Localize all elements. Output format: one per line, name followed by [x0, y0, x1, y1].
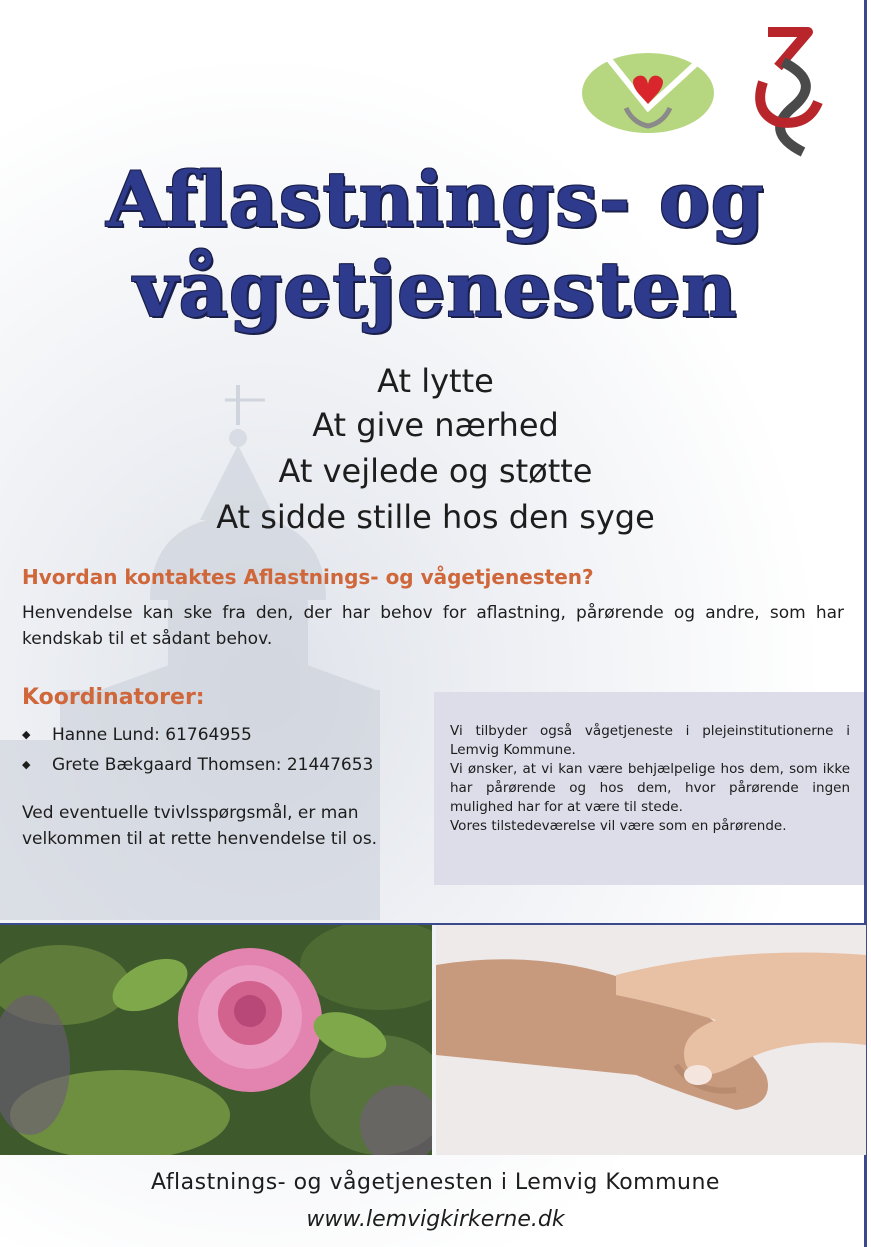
page-title-line-1: Aflastnings- og [106, 155, 765, 244]
contact-text: Henvendelse kan ske fra den, der har behov for aflastning, pårørende og andre, som har kendskab til et sådant behov. [22, 603, 844, 649]
tagline-item: At vejlede og støtte [278, 452, 593, 490]
tagline-item: At sidde stille hos den syge [216, 498, 655, 536]
diamond-bullet-icon: ◆ [22, 758, 31, 771]
contact-note: Ved eventuelle tvivlsspørgsmål, er man velkommen til at rette henvendelse til os. [22, 803, 378, 849]
list-item [22, 750, 373, 780]
footer-website-link[interactable]: www.lemvigkirkerne.dk [306, 1207, 565, 1232]
heart-hands-logo-icon [578, 38, 718, 138]
page-title-line-2: vågetjenesten [133, 245, 738, 334]
footer-organization: Aflastnings- og vågetjenesten i Lemvig Kommune [151, 1170, 720, 1195]
coordinator-entry: Hanne Lund: 61764955 [52, 725, 252, 745]
celtic-knot-logo-icon [748, 22, 830, 162]
hands-photo-image [436, 925, 866, 1155]
contact-heading: Hvordan kontaktes Aflastnings- og vågetjenesten? [22, 565, 594, 589]
tagline-item: At lytte [377, 362, 494, 400]
info-box [434, 692, 864, 885]
info-paragraph: Vi ønsker, at vi kan være behjælpelige hos dem, som ikke har pårørende og hos dem, hvor pårørende ingen mulighed har for at være til stede. [450, 761, 850, 815]
diamond-bullet-icon: ◆ [22, 728, 31, 741]
list-item [22, 720, 373, 750]
tagline-item: At give nærhed [312, 406, 559, 444]
coordinators-list [22, 720, 373, 780]
info-paragraph: Vi tilbyder også vågetjeneste i plejeinstitutionerne i Lemvig Kommune. [450, 723, 850, 758]
coordinator-entry: Grete Bækgaard Thomsen: 21447653 [52, 755, 374, 775]
info-paragraph: Vores tilstedeværelse vil være som en pårørende. [450, 818, 787, 834]
rose-photo-image [0, 925, 432, 1155]
coordinators-heading: Koordinatorer: [22, 685, 205, 710]
